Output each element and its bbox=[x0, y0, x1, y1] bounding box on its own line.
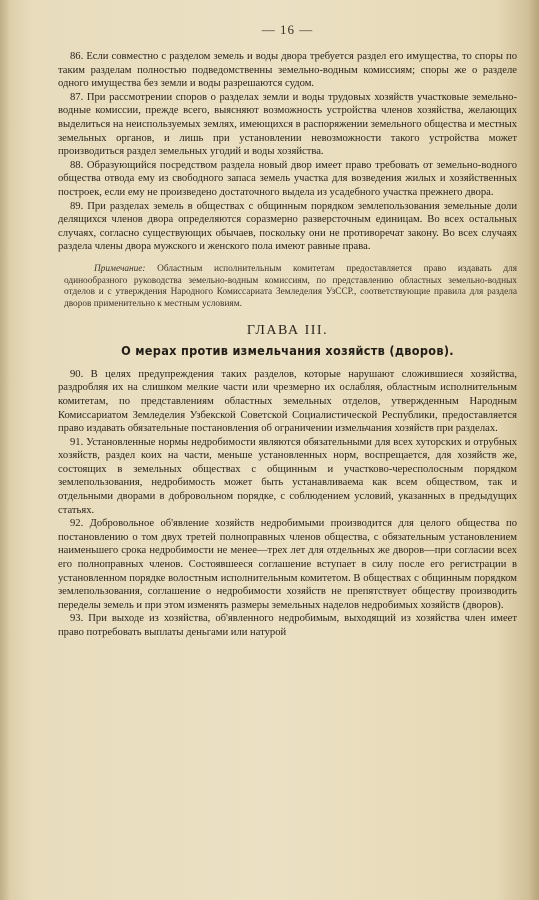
section-bottom bbox=[58, 368, 517, 640]
paragraph-93: 93. При выходе из хозяйства, об'явленного недробимым, выходящий из хозяйства член имеет право потребовать выплаты деньгами или натурой bbox=[58, 613, 517, 638]
paragraph-92: 92. Добровольное об'явление хозяйств недробимыми производится для целого общества по постановлению о том двух третей полноправных членов общества, с обязательным установлением наименьшего срока недробимости не менее—трех лет для отдельных же дворов—при согласии всех его полноправных членов. Состоявшееся соглашение вступает в силу после его регистрации в установленном порядке волостным исполнительным комитетом. В обществах с общинным порядком землепользования, соглашение о недробимости хозяйств не препятствует обществу производить переделы земель и при этом изменять размеры земельных наделов недробимых хозяйств (дворов). bbox=[58, 518, 517, 611]
page-number: — 16 — bbox=[261, 22, 314, 37]
paragraph-88: 88. Образующийся посредством раздела новый двор имеет право требовать от земельно-водного общества отвода ему из свободного запаса земель участка для возведения жилых и хозяйственных построек, если ему не произведено достаточного выдела из усадебного участка прежнего двора. bbox=[58, 159, 517, 198]
page-edge-shadow-left bbox=[0, 0, 10, 900]
paragraph-87: 87. При рассмотрении споров о разделах земли и воды трудовых хозяйств участковые земельно-водные комиссии, прежде всего, выясняют возможность устройства членов хозяйства, желающих выделиться на неиспользуемых землях, имеющихся в распоряжении земельного общества и местных земельных органов, и лишь при установлении невозможности такого устройства может производиться раздел земельных угодий и воды хозяйства. bbox=[58, 91, 517, 158]
note bbox=[64, 264, 517, 311]
section-top bbox=[58, 50, 517, 254]
note-label: Примечание: bbox=[94, 263, 146, 274]
chapter-title: О мерах против измельчания хозяйств (дворов). bbox=[121, 342, 454, 358]
paragraph-91: 91. Установленные нормы недробимости являются обязательными для всех хуторских и отрубных хозяйств, раздел коих на части, меньше установленных норм, воспрещается, для хозяйств же, состоящих в земельных обществах с общинным и участково-чересполосным порядком землепользования, недробимость может быть устанавливаема как всем обществом, так и отдельными дворами в добровольном порядке, с соблюдением условий, указанных в предыдущих статьях. bbox=[58, 436, 517, 516]
chapter-number: ГЛАВА III. bbox=[246, 322, 329, 338]
paragraph-89: 89. При разделах земель в обществах с общинным порядком землепользования земельные доли делящихся членов двора определяются соразмерно разверсточным единицам. Во всех остальных случаях, согласно существующих обычаев, поскольку они не противоречат закону. Во всех случаях раздела члены двора мужского и женского пола имеют равные права. bbox=[58, 200, 517, 253]
paragraph-86: 86. Если совместно с разделом земель и воды двора требуется раздел его имущества, то споры по таким разделам полностью подведомственны земельно-водным комиссиям; споры же о разделе одного имущества без земли и воды разрешаются судом. bbox=[58, 51, 517, 90]
note-text: Областным исполнительным комитетам предоставляется право издавать для одинообразного руководства земельно-водным комиссиям, по представлению областных земельно-водных отделов и с утверждения Народного Комиссариата Земледелия УзССР., соответствующие правила для раздела дворов применительно к местным условиям. bbox=[64, 263, 517, 310]
paragraph-90: 90. В целях предупреждения таких разделов, которые нарушают сложившиеся хозяйства, раздробляя их на слишком мелкие части или чрезмерно их ослабляя, областным исполнительным комитетам, по представлениям областных земельных отделов, утвержденным Народным Комиссариатом Земледелия Узбекской Советской Социалистической Республики, предоставляется право издавать обязательные постановления об ограничении измельчания хозяйств при разделах. bbox=[58, 368, 517, 435]
page-edge-shadow-right bbox=[529, 0, 539, 900]
